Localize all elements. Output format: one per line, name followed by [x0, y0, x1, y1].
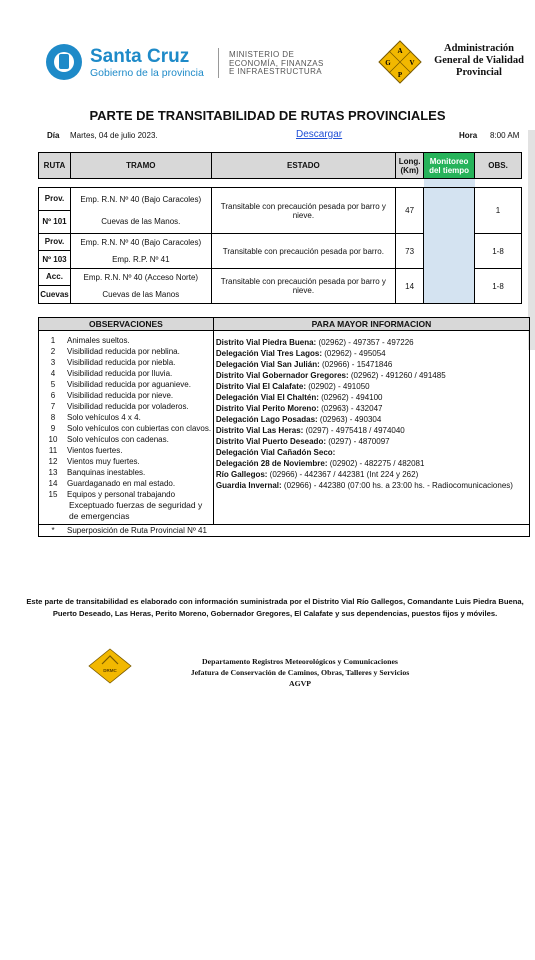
list-item: 3 Visibilidad reducida por niebla.: [50, 358, 176, 367]
col-long-header: Long. (Km): [396, 153, 424, 179]
list-item: Distrito Vial Las Heras: (0297) - 4975418 / 4974040: [215, 426, 405, 435]
list-item: Distrito Vial Puerto Deseado: (0297) - 4870097: [215, 437, 390, 446]
list-item: Delegación Vial Cañadón Seco:: [215, 448, 336, 457]
ministry-label: MINISTERIO DE ECONOMÍA, FINANZAS E INFRAESTRUCTURA: [229, 50, 324, 76]
logo-title: Santa Cruz: [90, 46, 190, 67]
monitoreo-cell: [424, 188, 475, 304]
list-item: 11 Vientos fuertes.: [48, 446, 123, 455]
time-value: 8:00 AM: [490, 131, 520, 140]
list-item: 7 Visibilidad reducida por voladeros.: [50, 402, 189, 411]
agvp-logo-icon: [378, 40, 422, 84]
list-item: 13 Banquinas inestables.: [48, 468, 146, 477]
table-header-row: [39, 153, 522, 179]
list-item: 14 Guardaganado en mal estado.: [48, 479, 176, 488]
list-item: 9 Solo vehículos con cubiertas con clavos.: [50, 424, 212, 433]
list-item: Distrito Vial El Calafate: (02902) - 491050: [215, 382, 370, 391]
source-note: Este parte de transitabilidad es elaborado con información suministrada por el Distrito Vial Río Gallegos, Comandante Luis Piedra Buena, Puerto Deseado, Las Heras, Perito Moreno, Gobernador Gregores, El Calafate y sus dependencias, puestos fijos y móviles.: [26, 597, 524, 618]
estado-cell: Transitable con precaución pesada por barro y nieve.: [211, 269, 396, 304]
table-gap-row: [39, 179, 522, 188]
obs-cell: 1: [475, 188, 522, 234]
list-item: Distrito Vial Piedra Buena: (02962) - 497357 - 497226: [215, 338, 414, 347]
header-divider: [218, 48, 219, 78]
list-item: Río Gallegos: (02966) - 442367 / 442381 (Int 224 y 262): [215, 470, 419, 479]
agvp-name: Administración General de Vialidad Provincial: [434, 43, 524, 78]
list-item: Distrito Vial Gobernador Gregores: (02962) - 491260 / 491485: [215, 371, 446, 380]
observations-list: [39, 331, 214, 525]
asterisk-row: * Superposición de Ruta Provincial Nº 41: [39, 525, 530, 537]
drmc-badge-icon: [88, 648, 132, 684]
time-label: Hora: [459, 131, 478, 140]
download-link[interactable]: Descargar: [296, 129, 343, 140]
obs-cell: 1-8: [475, 234, 522, 269]
tramo-cell: Emp. R.N. Nº 40 (Acceso Norte) Cuevas de las Manos: [70, 269, 211, 304]
list-item: 10 Solo vehículos con cadenas.: [48, 435, 169, 444]
routes-table: [38, 152, 522, 304]
list-item: Delegación Lago Posadas: (02963) - 490304: [215, 415, 382, 424]
tramo-cell: Emp. R.N. Nº 40 (Bajo Caracoles) Cuevas de las Manos.: [70, 188, 211, 234]
ruta-cell: Acc. Cuevas: [39, 269, 71, 304]
day-label: Día: [47, 131, 60, 140]
table-row: [39, 188, 522, 234]
ruta-cell: Prov. Nº 103: [39, 234, 71, 269]
estado-cell: Transitable con precaución pesada por barro y nieve.: [211, 188, 396, 234]
observations-header: OBSERVACIONES: [39, 318, 214, 331]
obs-cell: 1-8: [475, 269, 522, 304]
agvp-letter-a: A: [397, 47, 403, 55]
long-cell: 14: [396, 269, 424, 304]
list-item: 8 Solo vehículos 4 x 4.: [50, 413, 141, 422]
agvp-letter-p: P: [397, 71, 403, 79]
list-item: 15 Equipos y personal trabajando: [48, 490, 176, 499]
list-item: Delegación Vial El Chaltén: (02962) - 494100: [215, 393, 383, 402]
info-list: [213, 331, 529, 525]
list-item: Guardia Invernal: (02966) - 442380 (07:00 hs. a 23:00 hs. - Radiocomunicaciones): [215, 481, 513, 490]
list-item: Delegación Vial San Julián: (02966) - 15471846: [215, 360, 393, 369]
observations-table: [38, 317, 530, 537]
col-obs-header: OBS.: [475, 153, 522, 179]
col-monitoreo-header: Monitoreo del tiempo: [424, 153, 475, 179]
department-signature: Departamento Registros Meteorológicos y Comunicaciones Jefatura de Conservación de Caminos, Obras, Talleres y Servicios AGVP: [190, 657, 410, 688]
agvp-letter-v: V: [409, 59, 415, 67]
list-item: 2 Visibilidad reducida por neblina.: [50, 347, 180, 356]
exception-note: Exceptuado fuerzas de seguridad y de emergencias: [69, 500, 203, 521]
col-tramo-header: TRAMO: [70, 153, 211, 179]
tramo-cell: Emp. R.N. Nº 40 (Bajo Caracoles) Emp. R.P. Nº 41: [70, 234, 211, 269]
list-item: 1 Animales sueltos.: [50, 336, 130, 345]
list-item: 5 Visibilidad reducida por aguanieve.: [50, 380, 191, 389]
list-item: 12 Vientos muy fuertes.: [48, 457, 140, 466]
long-cell: 47: [396, 188, 424, 234]
estado-cell: Transitable con precaución pesada por barro.: [211, 234, 396, 269]
list-item: Delegación Vial Tres Lagos: (02962) - 495054: [215, 349, 386, 358]
col-ruta-header: RUTA: [39, 153, 71, 179]
col-estado-header: ESTADO: [211, 153, 396, 179]
list-item: 4 Visibilidad reducida por lluvia.: [50, 369, 173, 378]
info-header: PARA MAYOR INFORMACION: [213, 318, 529, 331]
list-item: Distrito Vial Perito Moreno: (02963) - 432047: [215, 404, 383, 413]
logo-subtitle: Gobierno de la provincia: [90, 67, 204, 79]
day-value: Martes, 04 de julio 2023.: [70, 131, 158, 140]
agvp-letter-g: G: [385, 59, 391, 67]
long-cell: 73: [396, 234, 424, 269]
list-item: Delegación 28 de Noviembre: (02902) - 482275 / 482081: [215, 459, 425, 468]
list-item: 6 Visibilidad reducida por nieve.: [50, 391, 174, 400]
santa-cruz-logo-icon: [46, 44, 82, 80]
drmc-badge-text: DRMC: [103, 668, 117, 673]
page-title: PARTE DE TRANSITABILIDAD DE RUTAS PROVINCIALES: [89, 108, 446, 123]
ruta-cell: Prov. Nº 101: [39, 188, 71, 234]
